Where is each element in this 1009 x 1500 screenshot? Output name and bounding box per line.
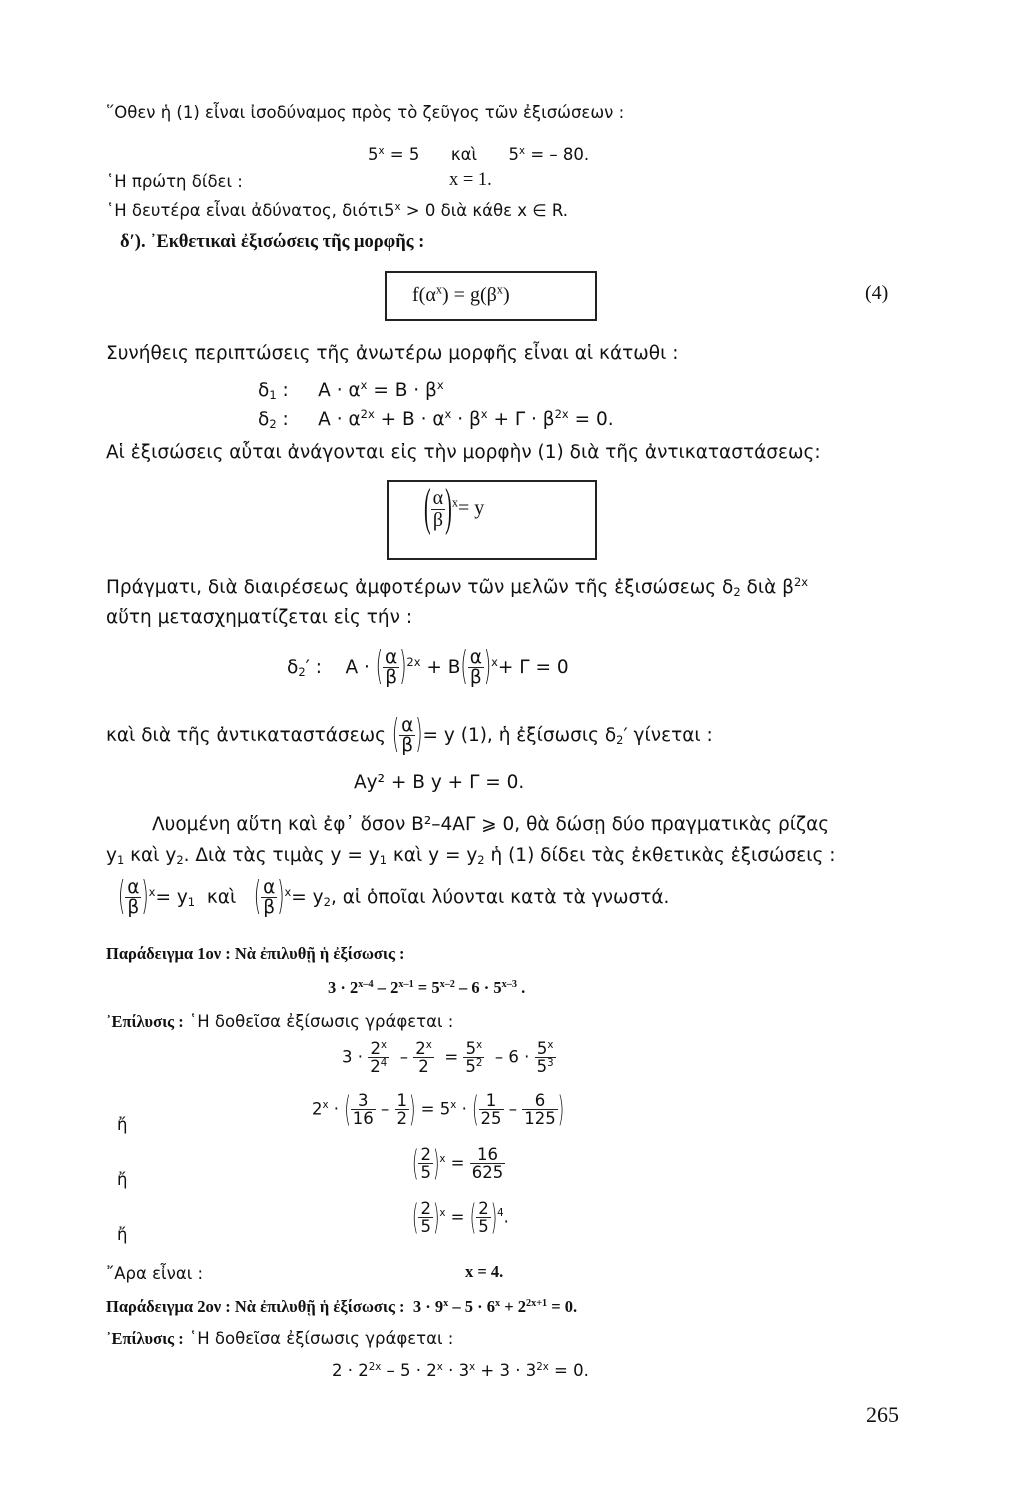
first-result: x = 1. bbox=[449, 170, 492, 190]
roots-line: $y_1$ καὶ $y_2$. Διὰ τὰς τιμὰς $y = y_1$ καὶ $y = y_2$ ἡ (1) δίδει τὰς ἐκθετικὰς ἐξισώσεις : bbox=[106, 845, 836, 867]
final-equation: $2 \cdot 2^{2x} - 5 \cdot 2^x \cdot 3^x + 3 \cdot 3^{2x} = 0$. bbox=[332, 1361, 589, 1380]
reduce-text: Αἱ ἐξισώσεις αὗται ἀνάγονται εἰς τὴν μορφὴν (1) διὰ τῆς ἀντικαταστάσεως: bbox=[106, 442, 821, 463]
case-d1: $\delta_1$ : $A \cdot \alpha^x = B \cdot \beta^x$ bbox=[258, 378, 444, 402]
common-cases: Συνήθεις περιπτώσεις τῆς ἀνωτέρω μορφῆς εἶναι αἱ κάτωθι : bbox=[106, 343, 679, 364]
case-d2: $\delta_2$ : $A \cdot \alpha^{2x} + B \cdot \alpha^x \cdot \beta^x + \Gamma \cdot \beta^{2x} = 0$. bbox=[258, 407, 614, 431]
example1-equation: $3 \cdot 2^{x-4} - 2^{x-1} = 5^{x-2} - 6 \cdot 5^{x-3}$ . bbox=[328, 978, 526, 997]
step-4: ( $\frac{2}{5}$ )$^x$ = ( $\frac{2}{5}$ )$^4$. bbox=[412, 1197, 509, 1238]
section-heading: δ′). ᾿Εκθετικαὶ ἐξισώσεις τῆς μορφῆς : bbox=[120, 232, 425, 252]
or-1: ἤ bbox=[117, 1115, 128, 1134]
therefore-label: ῎Αρα εἶναι : bbox=[106, 1264, 204, 1283]
substitution-line: καὶ διὰ τῆς ἀντικαταστάσεως ( $\frac{\alpha}{\beta}$ )= y (1), ἡ ἐξίσωσις $\delta_2'$ γίνεται : bbox=[106, 713, 713, 758]
equation-number: (4) bbox=[865, 282, 889, 304]
solved-line: Λυομένη αὕτη καὶ ἐφ᾽ ὅσον Β²–4ΑΓ ⩾ 0, θὰ δώσῃ δύο πραγματικὰς ρίζας bbox=[152, 814, 830, 835]
or-3: ἤ bbox=[117, 1225, 128, 1244]
step-2: $2^x$ · ( $\frac{3}{16}$ – $\frac{1}{2}$ ) = $5^x$ · ( $\frac{1}{25}$ – $\frac{6}{125}$ ) bbox=[312, 1089, 565, 1130]
indeed-line-1: Πράγματι, διὰ διαιρέσεως ἀμφοτέρων τῶν μελῶν τῆς ἐξισώσεως $\delta_2$ διὰ $\beta^{2x}$ bbox=[106, 575, 809, 599]
solution-2-line: ᾿Επίλυσις : ῾Η δοθεῖσα ἐξίσωσις γράφεται : bbox=[106, 1329, 454, 1348]
page-number: 265 bbox=[866, 1402, 899, 1427]
or-2: ἤ bbox=[117, 1170, 128, 1189]
substitution-formula: ( $\frac{\alpha}{\beta}$ )$^x$= y bbox=[424, 479, 485, 537]
intro-line: ῞Οθεν ἡ (1) εἶναι ἰσοδύναμος πρὸς τὸ ζεῦγος τῶν ἐξισώσεων : bbox=[106, 103, 625, 122]
transformed-equation: $\delta_2'$ : Α · ( $\frac{\alpha}{\beta}$ )$^{2x}$ + Β( $\frac{\alpha}{\beta}$ )$^x$+ Γ = 0 bbox=[287, 645, 569, 690]
roots-equations: ( $\frac{\alpha}{\beta}$ )$^x= y_1$ καὶ ( $\frac{\alpha}{\beta}$ )$^x= y_2$, αἱ ὁποῖαι λύονται κατὰ τὰ γνωστά. bbox=[118, 875, 670, 920]
quadratic-equation: Αy² + Β y + Γ = 0. bbox=[354, 772, 525, 793]
equation-pair: $5^x = 5$ καὶ $5^x$ = – 80. bbox=[368, 145, 590, 164]
boxed-formula: $f(\alpha^x) = g(\beta^x)$ bbox=[412, 282, 510, 306]
first-label: ῾Η πρώτη δίδει : bbox=[106, 172, 243, 191]
second-condition: $5^x > 0$ διὰ κάθε x ∈ R. bbox=[384, 201, 569, 220]
step-3: ( $\frac{2}{5}$ )$^x$ = $\frac{16}{625}$ bbox=[412, 1143, 504, 1184]
formula-box-2 bbox=[387, 480, 597, 560]
step-1: 3 · $\frac{2^x}{2^4}$ – $\frac{2^x}{2}$ = $\frac{5^x}{5^2}$ – 6 · $\frac{5^x}{5^3}$ bbox=[342, 1039, 554, 1077]
example2-line: Παράδειγμα 2ον : Νὰ ἐπιλυθῇ ἡ ἐξίσωσις : $3 \cdot 9^x - 5 \cdot 6^x + 2^{2x+1} = 0$. bbox=[106, 1297, 578, 1316]
example1-label: Παράδειγμα 1ον : Νὰ ἐπιλυθῇ ἡ ἐξίσωσις : bbox=[106, 944, 405, 963]
therefore-result: x = 4. bbox=[465, 1262, 504, 1281]
indeed-line-2: αὕτη μετασχηματίζεται εἰς τήν : bbox=[106, 607, 413, 628]
solution-1-line: ᾿Επίλυσις : ῾Η δοθεῖσα ἐξίσωσις γράφεται : bbox=[106, 1012, 454, 1031]
second-label: ῾Η δευτέρα εἶναι ἀδύνατος, διότι bbox=[106, 201, 384, 220]
